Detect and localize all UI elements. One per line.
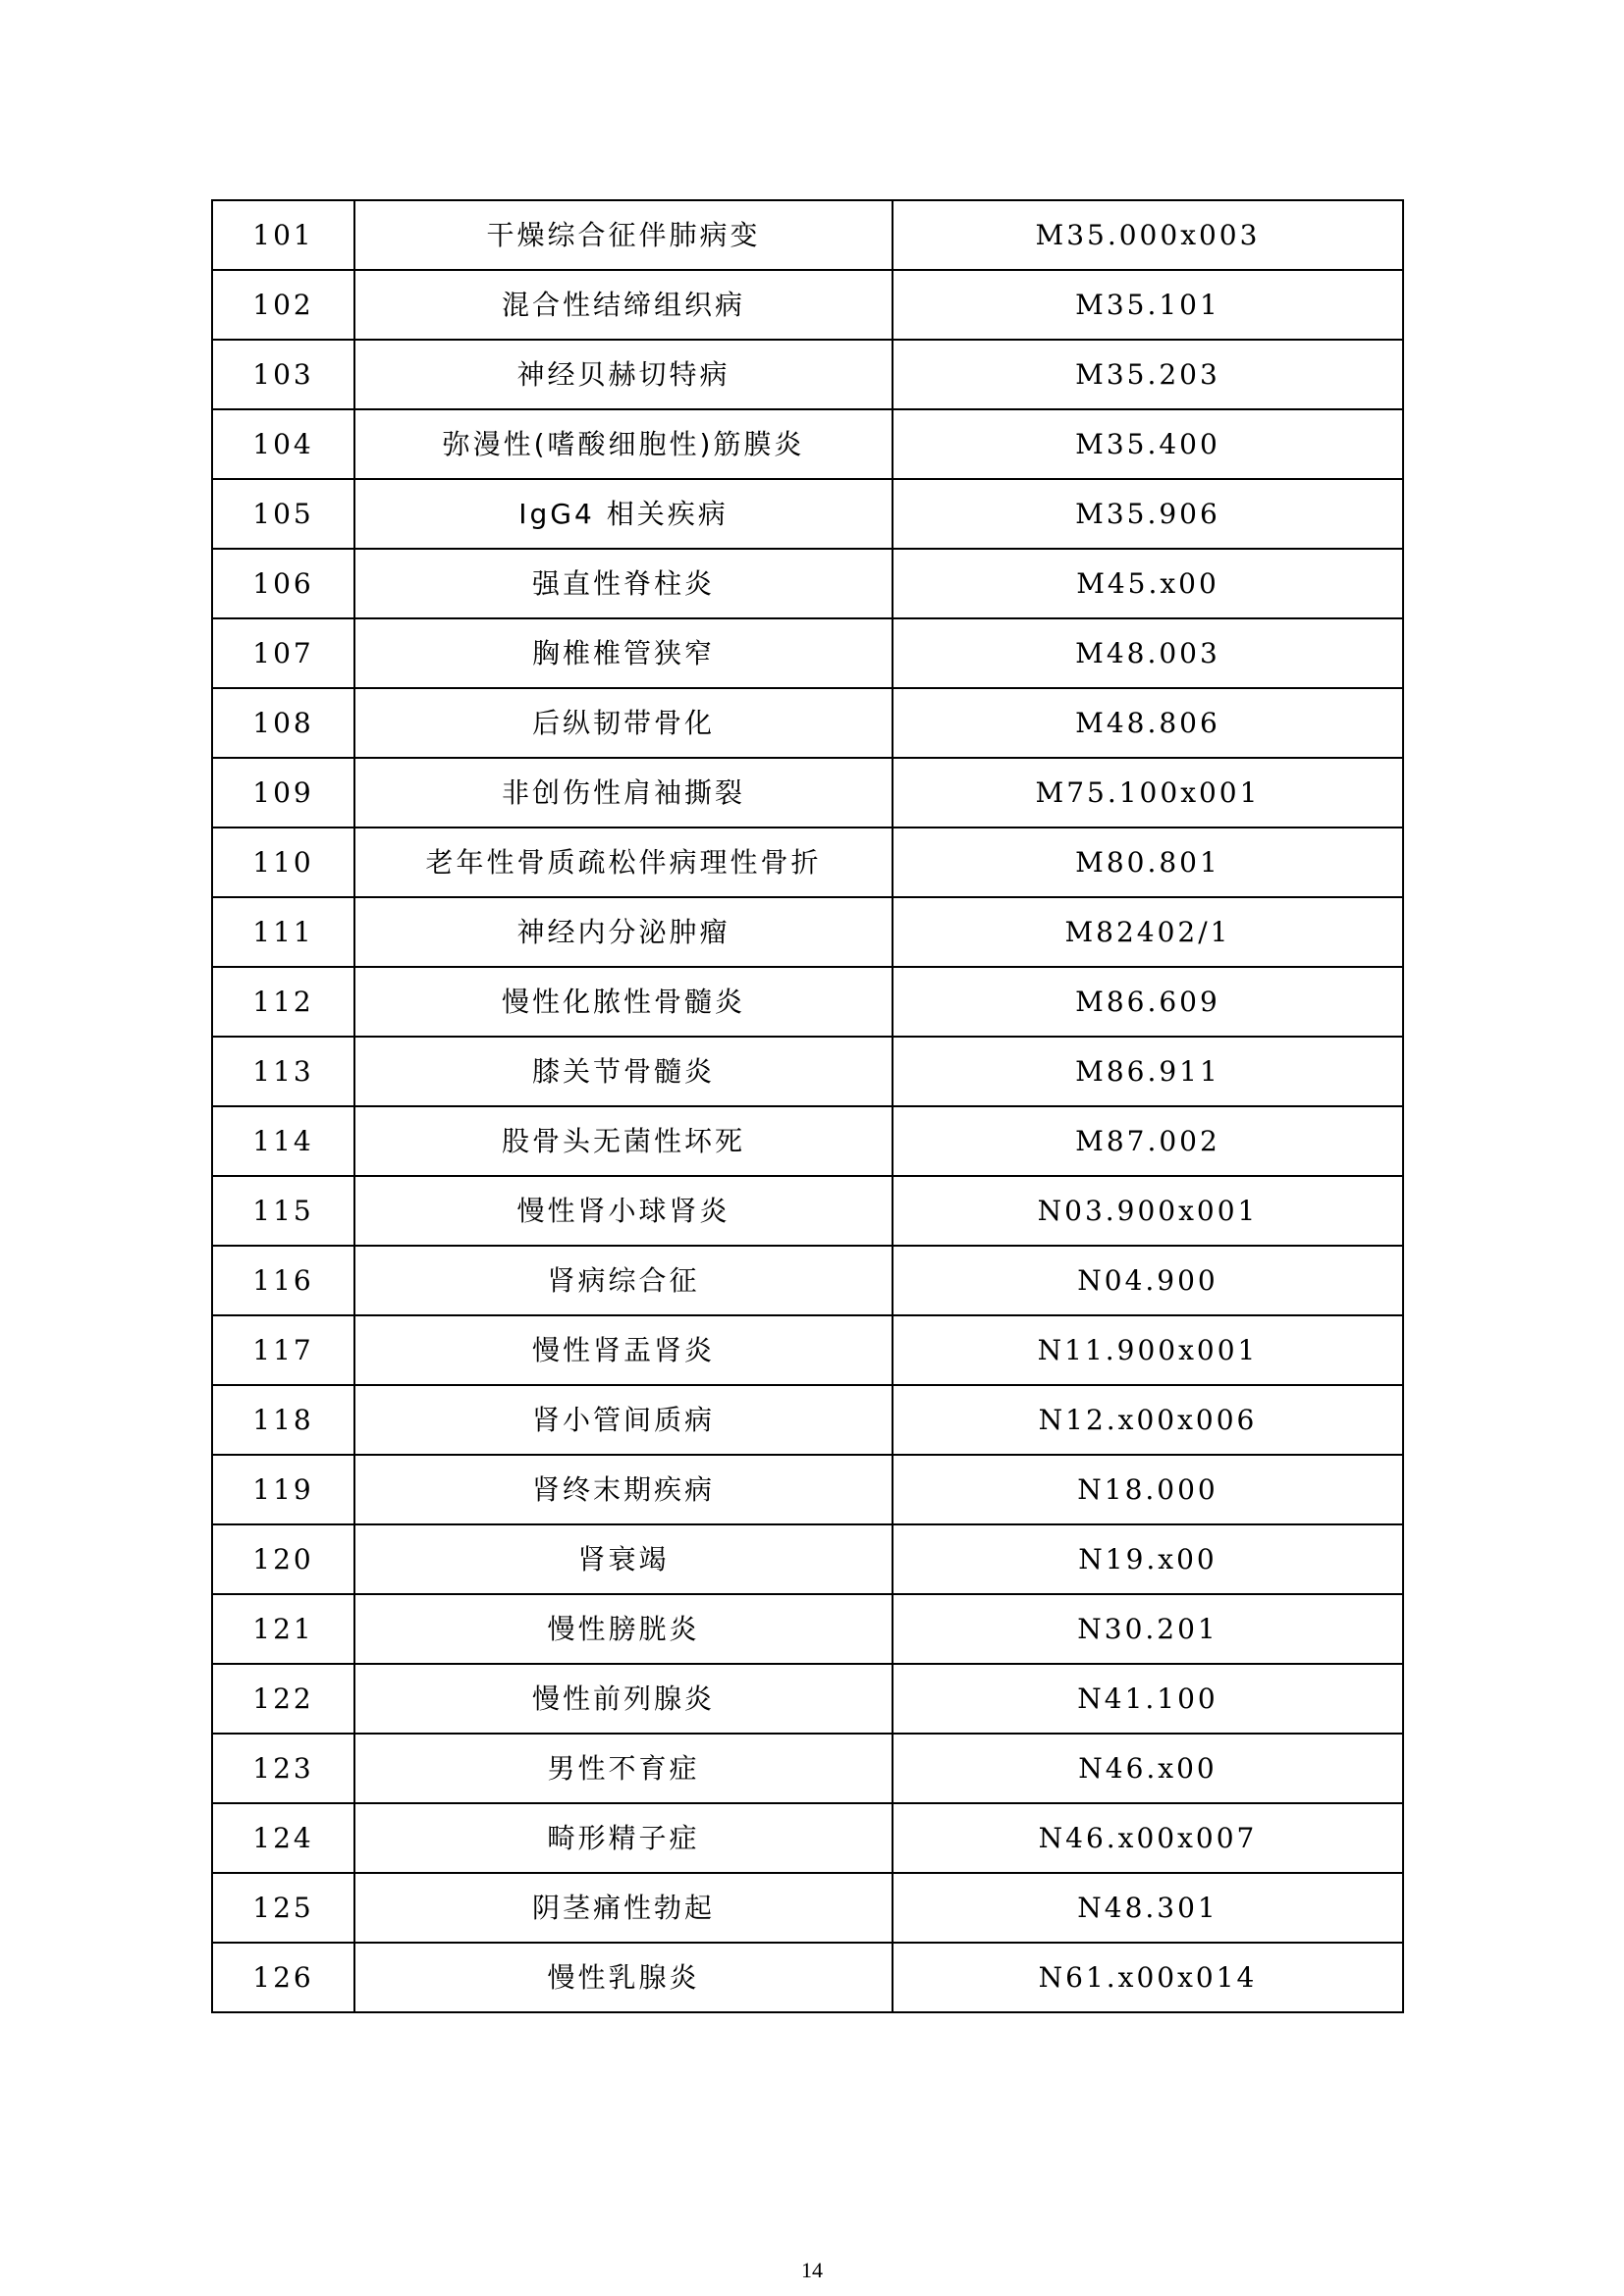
disease-name: 慢性前列腺炎 — [354, 1664, 893, 1734]
disease-code-table — [211, 199, 1404, 2013]
disease-code: N48.301 — [893, 1873, 1403, 1943]
disease-name: 男性不育症 — [354, 1734, 893, 1803]
disease-name: 肾终末期疾病 — [354, 1455, 893, 1524]
table-row — [212, 1176, 1403, 1246]
disease-name: 慢性乳腺炎 — [354, 1943, 893, 2012]
table-row — [212, 340, 1403, 409]
table-row — [212, 1943, 1403, 2012]
disease-name: 慢性肾盂肾炎 — [354, 1315, 893, 1385]
row-number: 109 — [212, 758, 354, 828]
disease-code: N18.000 — [893, 1455, 1403, 1524]
row-number: 101 — [212, 200, 354, 270]
disease-code: N61.x00x014 — [893, 1943, 1403, 2012]
disease-code: N04.900 — [893, 1246, 1403, 1315]
row-number: 126 — [212, 1943, 354, 2012]
table-row — [212, 200, 1403, 270]
disease-name: 阴茎痛性勃起 — [354, 1873, 893, 1943]
disease-name: 弥漫性(嗜酸细胞性)筋膜炎 — [354, 409, 893, 479]
disease-name: 神经贝赫切特病 — [354, 340, 893, 409]
table-body — [212, 200, 1403, 2012]
disease-name: 膝关节骨髓炎 — [354, 1037, 893, 1106]
disease-name: 干燥综合征伴肺病变 — [354, 200, 893, 270]
table-row — [212, 1106, 1403, 1176]
disease-name: 非创伤性肩袖撕裂 — [354, 758, 893, 828]
table-row — [212, 1873, 1403, 1943]
disease-code: M86.609 — [893, 967, 1403, 1037]
row-number: 103 — [212, 340, 354, 409]
disease-name: IgG4 相关疾病 — [354, 479, 893, 549]
disease-code: M80.801 — [893, 828, 1403, 897]
disease-code: N46.x00x007 — [893, 1803, 1403, 1873]
disease-code: M48.806 — [893, 688, 1403, 758]
row-number: 120 — [212, 1524, 354, 1594]
disease-name: 股骨头无菌性坏死 — [354, 1106, 893, 1176]
table-row — [212, 1315, 1403, 1385]
table-row — [212, 1803, 1403, 1873]
disease-code: N46.x00 — [893, 1734, 1403, 1803]
disease-name: 慢性化脓性骨髓炎 — [354, 967, 893, 1037]
row-number: 116 — [212, 1246, 354, 1315]
table-row — [212, 1385, 1403, 1455]
disease-code: M35.101 — [893, 270, 1403, 340]
disease-code: M48.003 — [893, 618, 1403, 688]
table-row — [212, 1037, 1403, 1106]
table-row — [212, 828, 1403, 897]
row-number: 110 — [212, 828, 354, 897]
disease-code: M35.400 — [893, 409, 1403, 479]
table-row — [212, 270, 1403, 340]
row-number: 113 — [212, 1037, 354, 1106]
page-number: 14 — [801, 2258, 823, 2282]
table-row — [212, 897, 1403, 967]
row-number: 111 — [212, 897, 354, 967]
disease-code: N41.100 — [893, 1664, 1403, 1734]
disease-code: N12.x00x006 — [893, 1385, 1403, 1455]
row-number: 106 — [212, 549, 354, 618]
disease-name: 畸形精子症 — [354, 1803, 893, 1873]
row-number: 118 — [212, 1385, 354, 1455]
table-row — [212, 688, 1403, 758]
table-row — [212, 549, 1403, 618]
disease-code: M82402/1 — [893, 897, 1403, 967]
table-row — [212, 1455, 1403, 1524]
row-number: 117 — [212, 1315, 354, 1385]
disease-name: 肾病综合征 — [354, 1246, 893, 1315]
disease-code: M35.000x003 — [893, 200, 1403, 270]
row-number: 112 — [212, 967, 354, 1037]
disease-code: M86.911 — [893, 1037, 1403, 1106]
disease-code: N30.201 — [893, 1594, 1403, 1664]
table-row — [212, 1524, 1403, 1594]
disease-name: 胸椎椎管狭窄 — [354, 618, 893, 688]
table-row — [212, 1734, 1403, 1803]
row-number: 108 — [212, 688, 354, 758]
disease-name: 强直性脊柱炎 — [354, 549, 893, 618]
table-row — [212, 618, 1403, 688]
row-number: 124 — [212, 1803, 354, 1873]
disease-name: 神经内分泌肿瘤 — [354, 897, 893, 967]
row-number: 115 — [212, 1176, 354, 1246]
table-row — [212, 967, 1403, 1037]
row-number: 121 — [212, 1594, 354, 1664]
table-row — [212, 479, 1403, 549]
disease-name: 后纵韧带骨化 — [354, 688, 893, 758]
row-number: 102 — [212, 270, 354, 340]
table-row — [212, 758, 1403, 828]
disease-name: 慢性膀胱炎 — [354, 1594, 893, 1664]
disease-code: M35.906 — [893, 479, 1403, 549]
disease-name: 肾小管间质病 — [354, 1385, 893, 1455]
disease-code: M75.100x001 — [893, 758, 1403, 828]
disease-code: N03.900x001 — [893, 1176, 1403, 1246]
table-row — [212, 1246, 1403, 1315]
row-number: 122 — [212, 1664, 354, 1734]
disease-code: M45.x00 — [893, 549, 1403, 618]
row-number: 105 — [212, 479, 354, 549]
disease-name: 混合性结缔组织病 — [354, 270, 893, 340]
disease-name: 肾衰竭 — [354, 1524, 893, 1594]
disease-code: M35.203 — [893, 340, 1403, 409]
row-number: 123 — [212, 1734, 354, 1803]
table-row — [212, 1594, 1403, 1664]
row-number: 119 — [212, 1455, 354, 1524]
row-number: 125 — [212, 1873, 354, 1943]
disease-name: 老年性骨质疏松伴病理性骨折 — [354, 828, 893, 897]
row-number: 107 — [212, 618, 354, 688]
table-row — [212, 1664, 1403, 1734]
row-number: 104 — [212, 409, 354, 479]
disease-code: N11.900x001 — [893, 1315, 1403, 1385]
row-number: 114 — [212, 1106, 354, 1176]
table-row — [212, 409, 1403, 479]
disease-code: N19.x00 — [893, 1524, 1403, 1594]
disease-code: M87.002 — [893, 1106, 1403, 1176]
disease-name: 慢性肾小球肾炎 — [354, 1176, 893, 1246]
